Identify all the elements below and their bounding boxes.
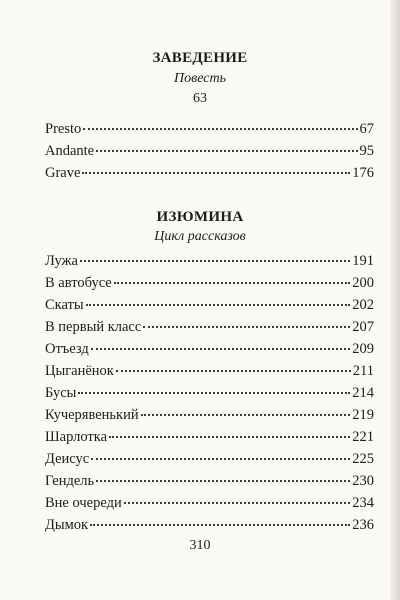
toc-entry xyxy=(45,451,374,473)
toc-entry-title: Grave xyxy=(45,165,81,181)
toc-entry xyxy=(45,253,374,275)
dot-leader xyxy=(80,260,350,262)
toc-entry-page: 191 xyxy=(352,253,374,269)
dot-leader xyxy=(114,282,351,284)
dot-leader xyxy=(96,480,350,482)
toc-entry-title: Деисус xyxy=(45,451,90,467)
toc-entry xyxy=(45,341,374,363)
toc-entry xyxy=(45,473,374,495)
toc-entry-title: Скаты xyxy=(45,297,84,313)
section-start-page: 63 xyxy=(193,91,207,106)
toc-entry-title: Presto xyxy=(45,121,82,137)
dot-leader xyxy=(143,326,350,328)
toc-entry-title: Гендель xyxy=(45,473,95,489)
toc-section-2 xyxy=(45,253,374,539)
toc-entry xyxy=(45,275,374,297)
dot-leader xyxy=(124,502,351,504)
dot-leader xyxy=(91,348,350,350)
toc-entry xyxy=(45,143,374,165)
toc-entry-page: 225 xyxy=(352,451,374,467)
toc-entry xyxy=(45,385,374,407)
toc-entry xyxy=(45,495,374,517)
toc-entry-page: 67 xyxy=(359,121,374,137)
toc-entry xyxy=(45,407,374,429)
toc-entry-title: Отъезд xyxy=(45,341,89,357)
toc-entry-page: 214 xyxy=(352,385,374,401)
page-number: 310 xyxy=(189,538,211,553)
toc-entry-page: 211 xyxy=(352,363,374,379)
toc-entry-title: Кучерявенький xyxy=(45,407,139,423)
dot-leader xyxy=(109,436,350,438)
toc-entry xyxy=(45,297,374,319)
toc-entry-page: 230 xyxy=(352,473,374,489)
toc-entry-title: В автобусе xyxy=(45,275,112,291)
toc-entry-page: 202 xyxy=(352,297,374,313)
toc-entry-title: В первый класс xyxy=(45,319,142,335)
toc-entry xyxy=(45,319,374,341)
section-title-zavedenie: ЗАВЕДЕНИЕ xyxy=(152,50,248,66)
toc-entry-page: 95 xyxy=(359,143,374,159)
toc-entry-page: 236 xyxy=(352,517,374,533)
toc-entry-title: Вне очереди xyxy=(45,495,122,511)
toc-entry-page: 219 xyxy=(352,407,374,423)
dot-leader xyxy=(78,392,350,394)
toc-entry xyxy=(45,363,374,385)
toc-entry-title: Andante xyxy=(45,143,95,159)
section-title-izyumina: ИЗЮМИНА xyxy=(156,209,244,225)
dot-leader xyxy=(141,414,351,416)
toc-entry-title: Шарлотка xyxy=(45,429,108,445)
page-edge xyxy=(390,0,400,600)
toc-entry-page: 234 xyxy=(352,495,374,511)
toc-entry xyxy=(45,517,374,539)
toc-entry-page: 200 xyxy=(352,275,374,291)
dot-leader xyxy=(91,458,350,460)
toc-entry xyxy=(45,165,374,187)
toc-entry xyxy=(45,429,374,451)
dot-leader xyxy=(116,370,351,372)
toc-entry-page: 209 xyxy=(352,341,374,357)
toc-section-1 xyxy=(45,121,374,187)
dot-leader xyxy=(90,524,350,526)
dot-leader xyxy=(86,304,351,306)
toc-entry-title: Лужа xyxy=(45,253,78,269)
toc-entry xyxy=(45,121,374,143)
dot-leader xyxy=(96,150,357,152)
toc-entry-title: Цыганёнок xyxy=(45,363,114,379)
section-subtitle-povest: Повесть xyxy=(174,71,226,86)
toc-entry-page: 221 xyxy=(352,429,374,445)
section-subtitle-cycle: Цикл рассказов xyxy=(154,229,246,244)
toc-entry-page: 207 xyxy=(352,319,374,335)
dot-leader xyxy=(82,172,350,174)
dot-leader xyxy=(83,128,357,130)
toc-entry-title: Дымок xyxy=(45,517,89,533)
toc-entry-title: Бусы xyxy=(45,385,77,401)
toc-entry-page: 176 xyxy=(352,165,374,181)
